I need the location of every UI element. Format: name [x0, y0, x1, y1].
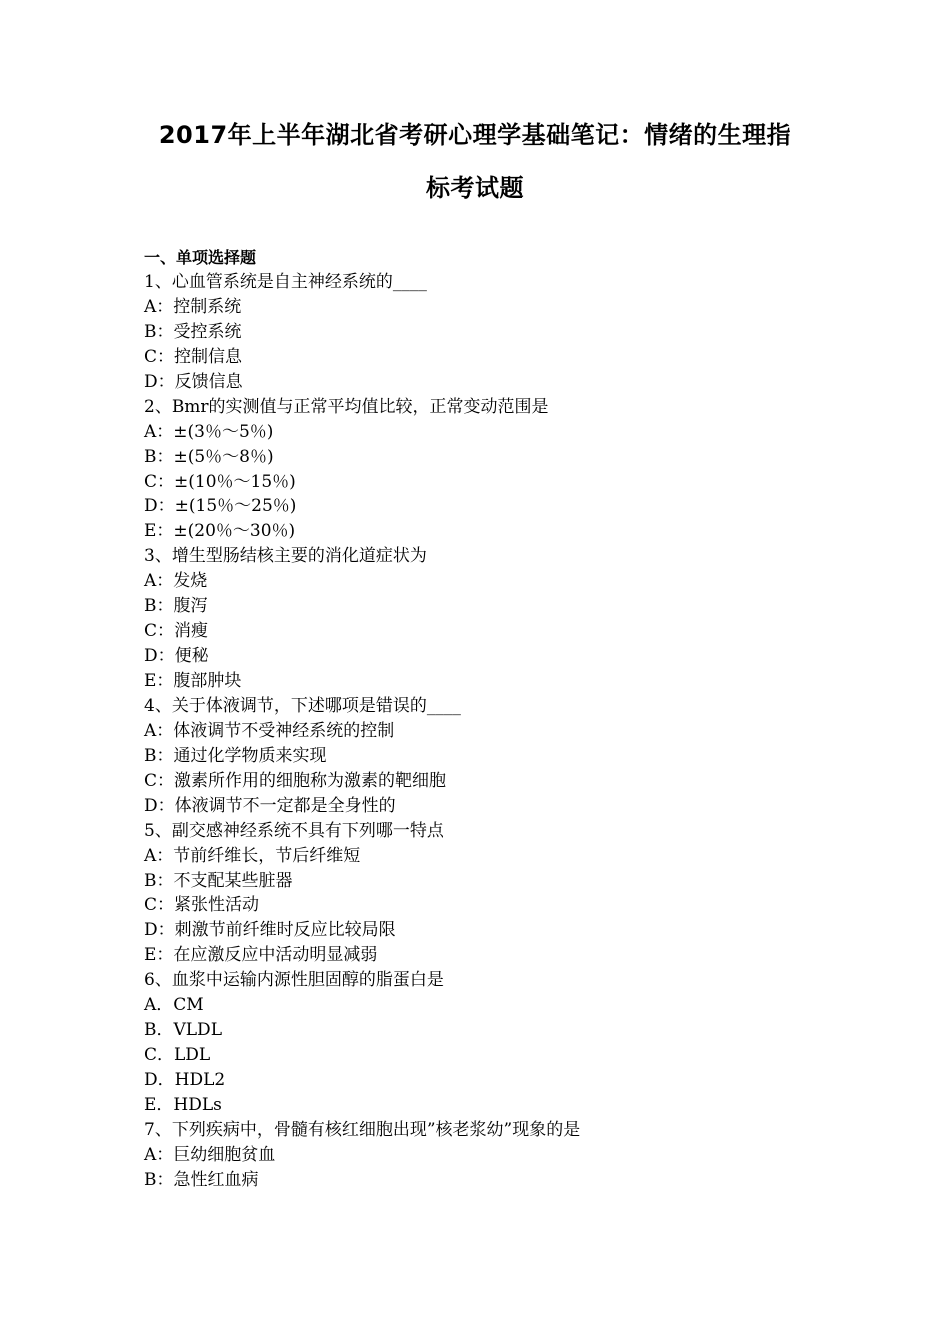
document-title-line-1: 2017年上半年湖北省考研心理学基础笔记：情绪的生理指: [158, 121, 792, 149]
answer-option: D：±(15％～25％): [144, 496, 297, 517]
document-title-line-2: 标考试题: [426, 174, 524, 202]
question-text: 2、Bmr的实测值与正常平均值比较，正常变动范围是: [144, 396, 549, 417]
answer-option: C：激素所作用的细胞称为激素的靶细胞: [144, 770, 447, 791]
answer-option: B．VLDL: [144, 1020, 222, 1041]
answer-option: A：巨幼细胞贫血: [144, 1144, 276, 1165]
answer-option: C：±(10％～15％): [144, 471, 296, 492]
answer-option: A：体液调节不受神经系统的控制: [144, 720, 395, 741]
document-body: [144, 245, 824, 1193]
answer-option: A．CM: [144, 995, 204, 1016]
answer-option: A：控制系统: [144, 296, 242, 317]
answer-option: B：受控系统: [144, 321, 242, 342]
answer-option: E．HDLs: [144, 1094, 222, 1115]
question-text: 7、下列疾病中，骨髓有核红细胞出现”核老浆幼”现象的是: [144, 1119, 581, 1140]
answer-option: A：±(3％～5％): [144, 421, 274, 442]
answer-option: E：腹部肿块: [144, 671, 242, 691]
answer-option: C：控制信息: [144, 346, 243, 367]
answer-option: D：体液调节不一定都是全身性的: [144, 795, 396, 816]
question-text: 3、增生型肠结核主要的消化道症状为: [144, 546, 427, 567]
question-text: 5、副交感神经系统不具有下列哪一特点: [144, 820, 444, 841]
question-text: 4、关于体液调节，下述哪项是错误的____: [144, 695, 461, 716]
answer-option: A：节前纤维长，节后纤维短: [144, 845, 361, 866]
answer-option: B：腹泻: [144, 596, 208, 617]
answer-option: C：消瘦: [144, 621, 209, 642]
question-list: [144, 270, 824, 1193]
section-heading: 一、单项选择题: [144, 248, 257, 267]
question-text: 1、心血管系统是自主神经系统的____: [144, 272, 427, 292]
answer-option: B：急性红血病: [144, 1169, 259, 1190]
answer-option: C．LDL: [144, 1045, 211, 1066]
answer-option: B：±(5％～8％): [144, 446, 274, 467]
answer-option: B：不支配某些脏器: [144, 870, 293, 891]
answer-option: A：发烧: [144, 571, 208, 592]
answer-option: D：刺激节前纤维时反应比较局限: [144, 920, 396, 941]
answer-option: C：紧张性活动: [144, 895, 260, 916]
answer-option: E：在应激反应中活动明显减弱: [144, 945, 378, 966]
answer-option: B：通过化学物质来实现: [144, 745, 327, 766]
answer-option: D：反馈信息: [144, 371, 243, 392]
question-text: 6、血浆中运输内源性胆固醇的脂蛋白是: [144, 970, 444, 991]
answer-option: D．HDL2: [144, 1070, 226, 1090]
answer-option: D：便秘: [144, 646, 209, 667]
answer-option: E：±(20％～30％): [144, 521, 296, 542]
